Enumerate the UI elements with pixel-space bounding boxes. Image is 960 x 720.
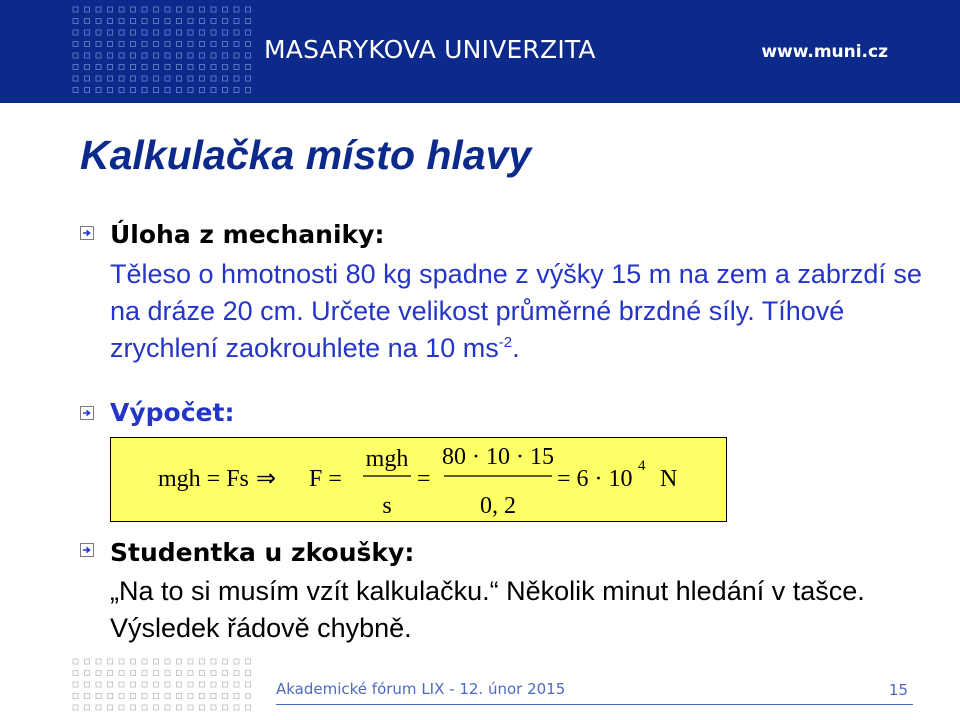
formula xyxy=(111,438,728,523)
fraction2-denominator: 0, 2 xyxy=(480,493,516,519)
formula-equals: = xyxy=(417,466,431,492)
header-bar xyxy=(0,0,960,103)
bullet-arrow-icon xyxy=(80,543,94,557)
result-exponent: 4 xyxy=(638,458,646,474)
fraction1-numerator: mgh xyxy=(365,446,409,472)
dot-grid-decoration xyxy=(72,658,258,718)
implies-symbol: ⇒ xyxy=(256,466,277,492)
formula-lhs: mgh = Fs xyxy=(158,466,249,492)
bullet-arrow-icon xyxy=(80,226,94,240)
section-heading-task: Úloha z mechaniky: xyxy=(110,220,385,249)
university-url[interactable]: www.muni.cz xyxy=(761,42,888,62)
student-text: „Na to si musím vzít kalkulačku.“ Několik minut hledání v tašce. Výsledek řádově chybně. xyxy=(110,576,865,643)
university-name: MASARYKOVA UNIVERZITA xyxy=(264,35,596,64)
footer-divider xyxy=(276,704,913,705)
problem-text: Těleso o hmotnosti 80 kg spadne z výšky 15 m na zem a zabrzdí se na dráze 20 cm. Určete velikost průměrné brzdné síly. Tíhové zrychlení zaokrouhlete na 10 $ms^{-2}$. xyxy=(110,259,922,363)
footer-event: Akademické fórum LIX - 12. únor 2015 xyxy=(276,680,566,698)
formula-result: = 6 · 10 xyxy=(557,466,633,492)
bullet-arrow-icon xyxy=(80,406,94,420)
dot-grid-decoration xyxy=(72,6,258,102)
section-heading-calculation: Výpočet: xyxy=(110,398,235,427)
slide-title: Kalkulačka místo hlavy xyxy=(80,132,532,178)
exponent: -2 xyxy=(498,334,513,351)
page-number: 15 xyxy=(888,681,908,699)
formula-f-equals: F = xyxy=(309,466,342,492)
formula-box xyxy=(110,437,727,522)
section-heading-student: Studentka u zkoušky: xyxy=(110,538,415,567)
fraction2-numerator: 80 · 10 · 15 xyxy=(442,444,554,470)
formula-unit: N xyxy=(660,466,678,492)
fraction1-denominator: s xyxy=(382,493,392,519)
